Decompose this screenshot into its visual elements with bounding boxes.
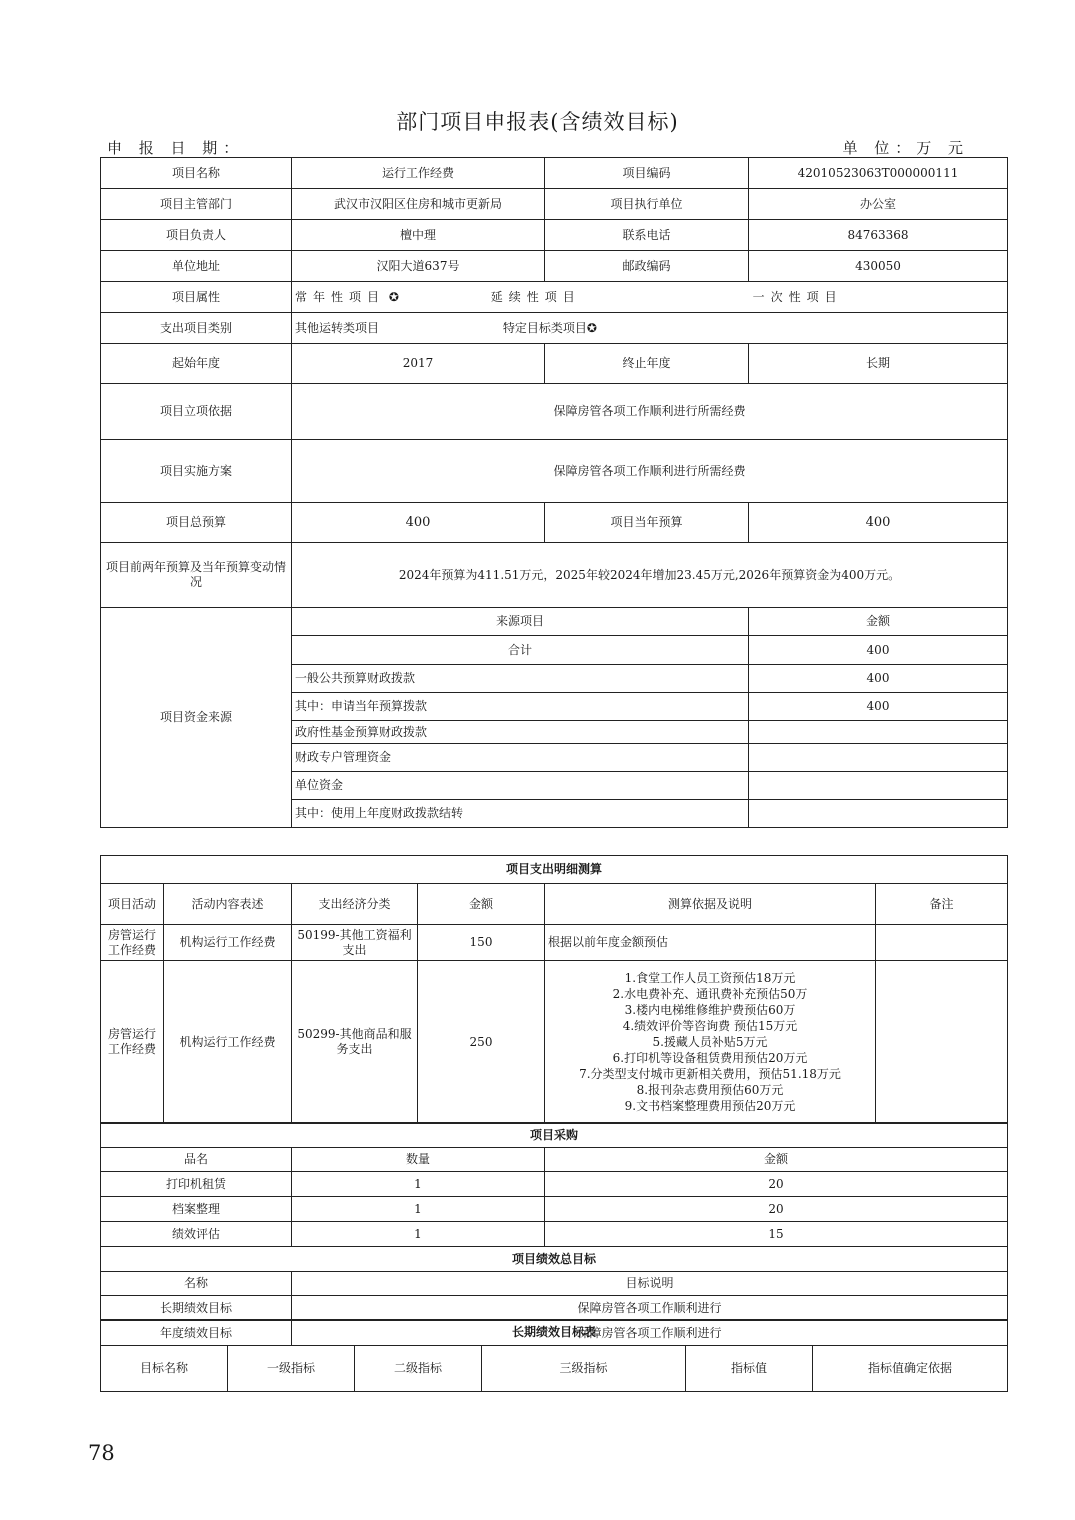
funding-row-amount — [749, 744, 1008, 772]
procurement-section-title: 项目采购 — [101, 1123, 1008, 1148]
start-year-label: 起始年度 — [101, 344, 292, 384]
longterm-goal-table — [100, 1319, 1008, 1392]
expense-header: 项目活动 — [101, 884, 164, 925]
basis-label: 项目立项依据 — [101, 384, 292, 440]
phone: 84763368 — [749, 220, 1008, 251]
report-date-label: 申 报 日 期： — [107, 139, 245, 157]
funding-row-name: 单位资金 — [292, 772, 749, 800]
expense-basis-item: 8.报刊杂志费用预估60万元 — [636, 1083, 784, 1097]
attr-options — [292, 282, 1008, 313]
funding-row-name: 合计 — [292, 636, 749, 665]
dept: 武汉市汉阳区住房和城市更新局 — [292, 189, 545, 220]
procurement-item-name: 档案整理 — [101, 1197, 292, 1222]
project-info-table — [100, 157, 1008, 828]
expense-basis-list — [545, 961, 876, 1124]
start-year: 2017 — [292, 344, 545, 384]
expense-header: 金额 — [418, 884, 545, 925]
long-goal-label: 长期绩效目标 — [101, 1296, 292, 1321]
funding-row-name: 一般公共预算财政拨款 — [292, 665, 749, 693]
longterm-header: 指标值 — [686, 1346, 813, 1392]
expense-content: 机构运行工作经费 — [164, 961, 292, 1124]
project-name-label: 项目名称 — [101, 158, 292, 189]
expense-basis-item: 5.援藏人员补贴5万元 — [652, 1035, 768, 1049]
funding-row-amount — [749, 772, 1008, 800]
goals-section-title: 项目绩效总目标 — [101, 1247, 1008, 1272]
goals-name-header: 名称 — [101, 1272, 292, 1296]
procurement-header: 品名 — [101, 1148, 292, 1172]
category-specific: 特定目标类项目✪ — [502, 320, 597, 335]
funding-source-header: 来源项目 — [292, 608, 749, 636]
longterm-header: 二级指标 — [355, 1346, 482, 1392]
postcode: 430050 — [749, 251, 1008, 282]
expense-activity: 房管运行工作经费 — [101, 961, 164, 1124]
funding-amount-header: 金额 — [749, 608, 1008, 636]
funding-row-amount — [749, 721, 1008, 744]
procurement-header: 金额 — [545, 1148, 1008, 1172]
year-budget: 400 — [749, 503, 1008, 543]
unit-label: 单 位：万 元 — [842, 139, 969, 157]
expense-header: 支出经济分类 — [292, 884, 418, 925]
leader: 檀中理 — [292, 220, 545, 251]
attr-recurring: 常年性项目 — [295, 289, 386, 304]
expense-econ: 50299-其他商品和服务支出 — [292, 961, 418, 1124]
procurement-item-amount: 20 — [545, 1172, 1008, 1197]
funding-row-name: 政府性基金预算财政拨款 — [292, 721, 749, 744]
address-label: 单位地址 — [101, 251, 292, 282]
expense-basis-item: 3.楼内电梯维修维护费预估60万 — [624, 1003, 796, 1017]
change-label: 项目前两年预算及当年预算变动情况 — [101, 543, 292, 608]
expense-basis-item: 2.水电费补充、通讯费补充预估50万 — [612, 987, 808, 1001]
longterm-header: 一级指标 — [228, 1346, 355, 1392]
funding-row-amount: 400 — [749, 636, 1008, 665]
basis: 保障房管各项工作顺利进行所需经费 — [292, 384, 1008, 440]
dept-label: 项目主管部门 — [101, 189, 292, 220]
expense-amount: 250 — [418, 961, 545, 1124]
attr-onetime: 一次性项目 — [752, 289, 843, 304]
page-title: 部门项目申报表(含绩效目标) — [396, 110, 679, 134]
funding-row-name: 财政专户管理资金 — [292, 744, 749, 772]
expense-econ: 50199-其他工资福利支出 — [292, 925, 418, 961]
expense-basis-item: 1.食堂工作人员工资预估18万元 — [624, 971, 796, 985]
funding-row-amount: 400 — [749, 665, 1008, 693]
end-year-label: 终止年度 — [545, 344, 749, 384]
longterm-header: 目标名称 — [101, 1346, 228, 1392]
expense-amount: 150 — [418, 925, 545, 961]
plan: 保障房管各项工作顺利进行所需经费 — [292, 440, 1008, 503]
expense-basis: 根据以前年度金额预估 — [545, 925, 876, 961]
project-code: 42010523063T000000111 — [749, 158, 1008, 189]
change: 2024年预算为411.51万元，2025年较2024年增加23.45万元,2026年预算资金为400万元。 — [292, 543, 1008, 608]
procurement-item-name: 绩效评估 — [101, 1222, 292, 1247]
category-other: 其他运转类项目 — [295, 320, 380, 335]
expense-content: 机构运行工作经费 — [164, 925, 292, 961]
attr-label: 项目属性 — [101, 282, 292, 313]
expense-header: 活动内容表述 — [164, 884, 292, 925]
procurement-item-qty: 1 — [292, 1222, 545, 1247]
expense-basis-item: 4.绩效评价等咨询费 预估15万元 — [622, 1019, 798, 1033]
phone-label: 联系电话 — [545, 220, 749, 251]
page-number: 78 — [88, 1441, 115, 1465]
expense-activity: 房管运行工作经费 — [101, 925, 164, 961]
end-year: 长期 — [749, 344, 1008, 384]
project-name: 运行工作经费 — [292, 158, 545, 189]
funding-row-name: 其中：使用上年度财政拨款结转 — [292, 800, 749, 828]
expense-section-title: 项目支出明细测算 — [101, 856, 1008, 884]
address: 汉阳大道637号 — [292, 251, 545, 282]
project-code-label: 项目编码 — [545, 158, 749, 189]
annual-goal-label: 年度绩效目标 — [101, 1321, 292, 1346]
funding-row-name: 其中：申请当年预算拨款 — [292, 693, 749, 721]
procurement-item-amount: 15 — [545, 1222, 1008, 1247]
total-budget: 400 — [292, 503, 545, 543]
expense-header: 备注 — [876, 884, 1008, 925]
expense-basis-item: 7.分类型支付城市更新相关费用，预估51.18万元 — [579, 1067, 841, 1081]
funding-row-amount: 400 — [749, 693, 1008, 721]
expense-note — [876, 925, 1008, 961]
longterm-header: 三级指标 — [482, 1346, 686, 1392]
annual-goal-desc: 保障房管各项工作顺利进行 — [292, 1321, 1008, 1346]
exec-unit-label: 项目执行单位 — [545, 189, 749, 220]
funding-row-amount — [749, 800, 1008, 828]
total-budget-label: 项目总预算 — [101, 503, 292, 543]
expense-table — [100, 855, 1008, 1124]
procurement-item-qty: 1 — [292, 1197, 545, 1222]
longterm-header: 指标值确定依据 — [813, 1346, 1008, 1392]
attr-continuing: 延续性项目 — [490, 289, 581, 304]
long-goal-desc: 保障房管各项工作顺利进行 — [292, 1296, 1008, 1321]
expense-header: 测算依据及说明 — [545, 884, 876, 925]
category-label: 支出项目类别 — [101, 313, 292, 344]
exec-unit: 办公室 — [749, 189, 1008, 220]
expense-basis-item: 9.文书档案整理费用预估20万元 — [624, 1099, 796, 1113]
procurement-header: 数量 — [292, 1148, 545, 1172]
category-options — [292, 313, 1008, 344]
postcode-label: 邮政编码 — [545, 251, 749, 282]
leader-label: 项目负责人 — [101, 220, 292, 251]
procurement-item-amount: 20 — [545, 1197, 1008, 1222]
plan-label: 项目实施方案 — [101, 440, 292, 503]
selected-mark-icon: ✪ — [388, 289, 399, 304]
procurement-item-qty: 1 — [292, 1172, 545, 1197]
longterm-section-title: 长期绩效目标表 — [101, 1320, 1008, 1346]
procurement-item-name: 打印机租赁 — [101, 1172, 292, 1197]
year-budget-label: 项目当年预算 — [545, 503, 749, 543]
expense-basis-item: 6.打印机等设备租赁费用预估20万元 — [612, 1051, 808, 1065]
procurement-goals-table — [100, 1122, 1008, 1346]
expense-note — [876, 961, 1008, 1124]
funding-label: 项目资金来源 — [101, 608, 292, 828]
goals-desc-header: 目标说明 — [292, 1272, 1008, 1296]
